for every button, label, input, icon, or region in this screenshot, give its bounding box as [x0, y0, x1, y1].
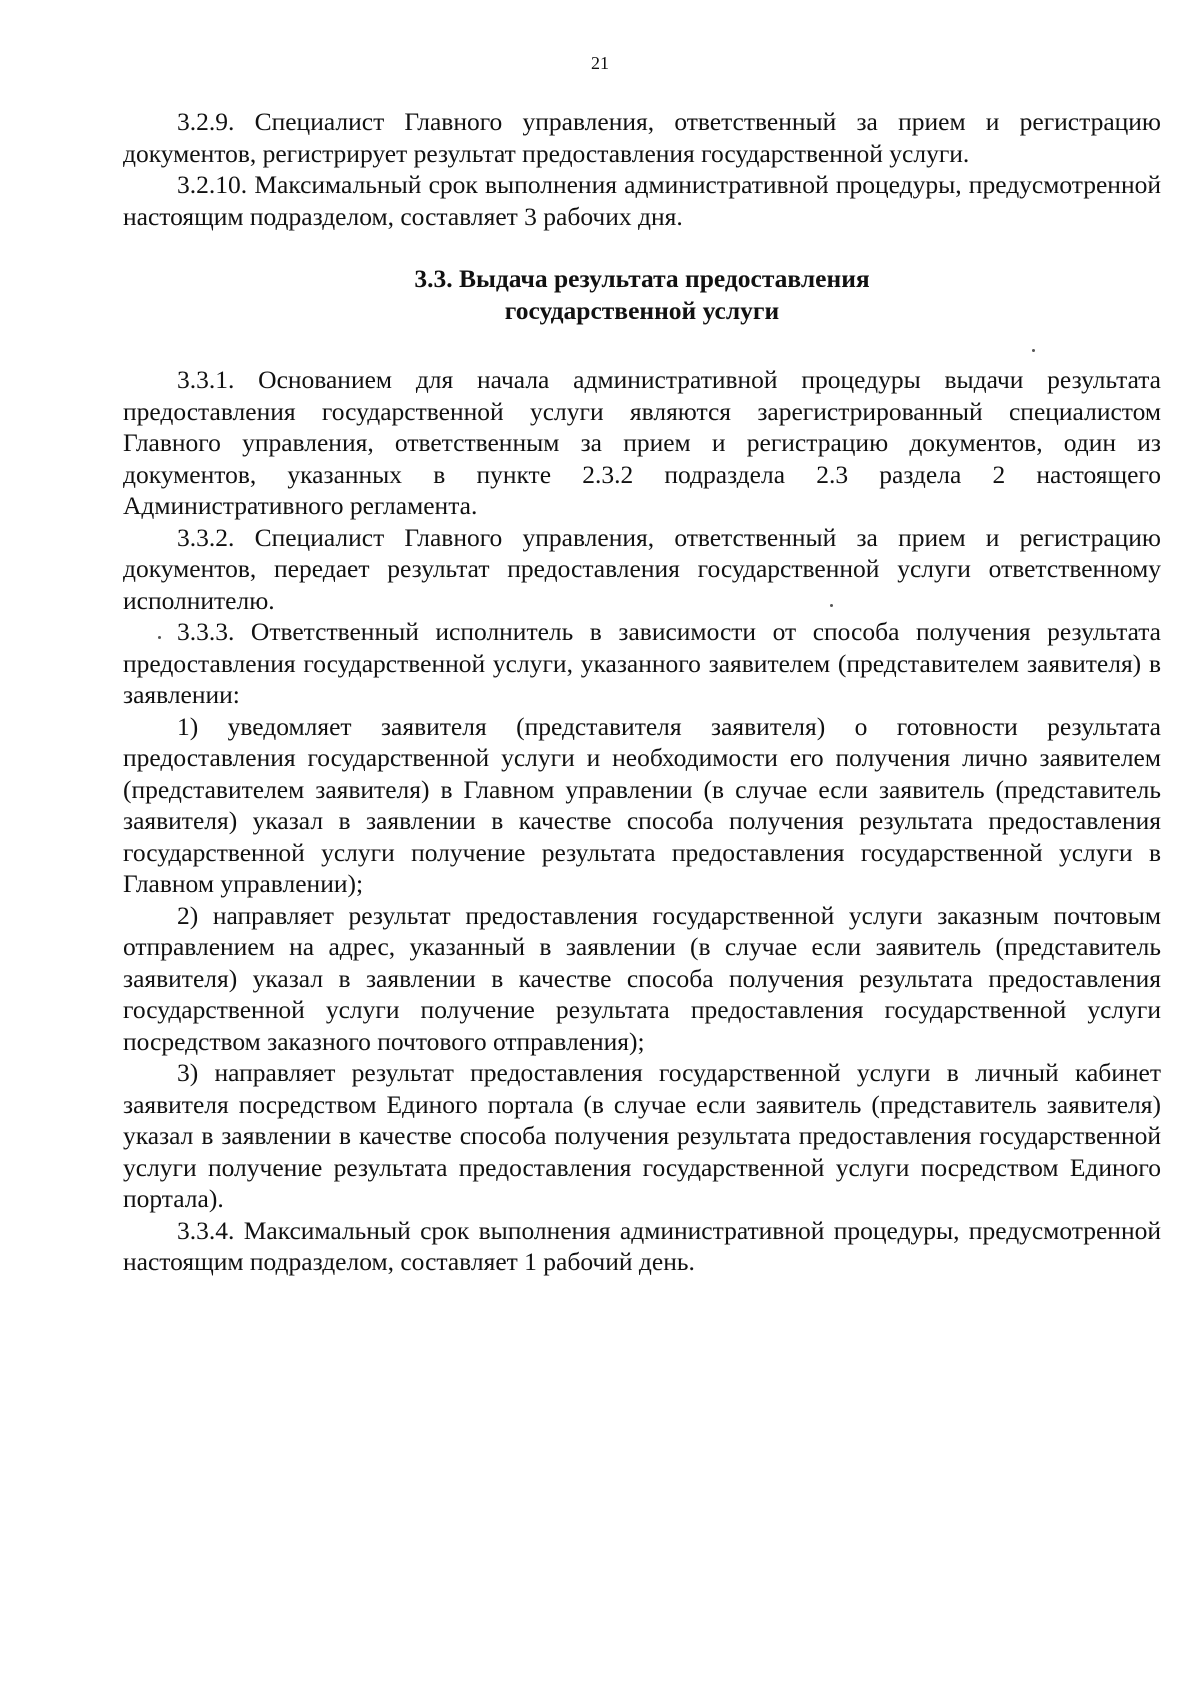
list-item-3: 3) направляет результат предоставления государственной услуги в личный кабинет заявителя посредством Единого портала (в случае если заявитель (представитель заявителя) указал в заявлении в качестве способа получения результата предоставления государственной услуги получение результата предоставления государственной услуги посредством Единого портала). — [123, 1058, 1161, 1213]
section-3-3-body — [123, 364, 1161, 1278]
scan-speck — [158, 636, 161, 639]
paragraph-3-2-10: 3.2.10. Максимальный срок выполнения административной процедуры, предусмотренной настоящим подразделом, составляет 3 рабочих дня. — [123, 170, 1161, 231]
section-3-3-heading — [123, 263, 1161, 327]
paragraph-3-3-4: 3.3.4. Максимальный срок выполнения административной процедуры, предусмотренной настоящим подразделом, составляет 1 рабочий день. — [123, 1215, 1161, 1276]
paragraph-3-3-2: 3.3.2. Специалист Главного управления, ответственный за прием и регистрацию документов, передает результат предоставления государственной услуги ответственному исполнителю. — [123, 522, 1161, 615]
heading-line-1: 3.3. Выдача результата предоставления — [414, 264, 870, 293]
section-3-2-tail — [123, 106, 1161, 232]
list-item-2: 2) направляет результат предоставления государственной услуги заказным почтовым отправлением на адрес, указанный в заявлении (в случае если заявитель (представитель заявителя) указал в заявлении в качестве способа получения результата предоставления государственной услуги получение результата предоставления государственной услуги посредством заказного почтового отправления); — [123, 900, 1161, 1056]
paragraph-3-2-9: 3.2.9. Специалист Главного управления, ответственный за прием и регистрацию документов, регистрирует результат предоставления государственной услуги. — [123, 107, 1161, 168]
page-number: 21 — [591, 53, 609, 73]
paragraph-3-3-1: 3.3.1. Основанием для начала административной процедуры выдачи результата предоставления государственной услуги являются зарегистрированный специалистом Главного управления, ответственным за прием и регистрацию документов, один из документов, указанных в пункте 2.3.2 подраздела 2.3 раздела 2 настоящего Административного регламента. — [123, 365, 1161, 520]
scan-speck — [1032, 349, 1035, 352]
paragraph-3-3-3: 3.3.3. Ответственный исполнитель в зависимости от способа получения результата предоставления государственной услуги, указанного заявителем (представителем заявителя) в заявлении: — [123, 617, 1161, 709]
list-item-1: 1) уведомляет заявителя (представителя заявителя) о готовности результата предоставления государственной услуги и необходимости его получения лично заявителем (представителем заявителя) в Главном управлении (в случае если заявитель (представитель заявителя) указал в заявлении в качестве способа получения результата предоставления государственной услуги получение результата предоставления государственной услуги в Главном управлении); — [123, 711, 1161, 898]
heading-line-2: государственной услуги — [504, 296, 780, 325]
scan-speck — [830, 604, 833, 607]
